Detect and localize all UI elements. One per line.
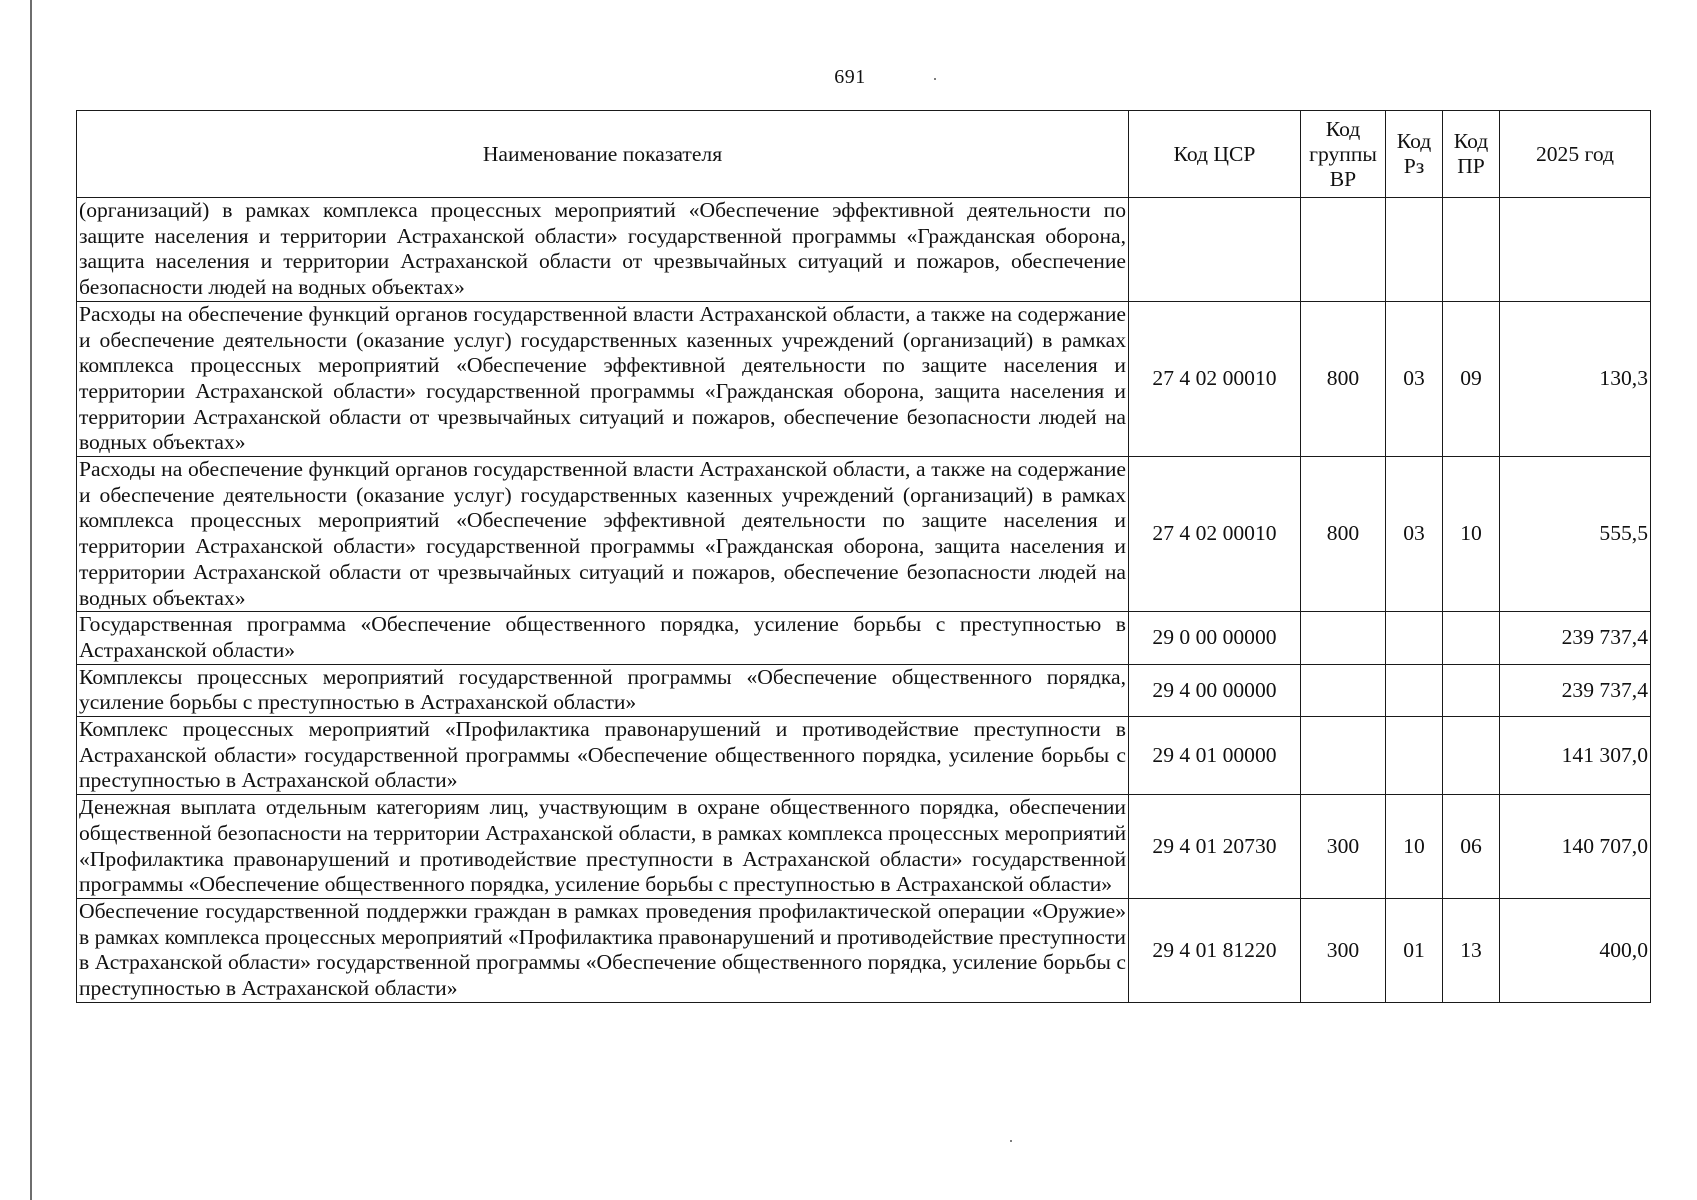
row-pr bbox=[1443, 664, 1500, 716]
row-pr: 06 bbox=[1443, 795, 1500, 899]
row-name: Расходы на обеспечение функций органов государственной власти Астраханской области, а также на содержание и обеспечение деятельности (оказание услуг) государственных казенных учреждений (организаций) в рамках комплекса процессных мероприятий «Обеспечение эффективной деятельности по защите населения и территории Астраханской области» государственной программы «Гражданская оборона, защита населения и территории Астраханской области от чрезвычайных ситуаций и пожаров, обеспечение безопасности людей на водных объектах» bbox=[77, 301, 1129, 456]
row-rz: 03 bbox=[1386, 457, 1443, 612]
row-amount: 140 707,0 bbox=[1500, 795, 1651, 899]
header-year: 2025 год bbox=[1500, 111, 1651, 198]
table-row bbox=[77, 664, 1651, 716]
table-row bbox=[77, 301, 1651, 456]
row-csr: 29 4 00 00000 bbox=[1129, 664, 1301, 716]
row-amount bbox=[1500, 198, 1651, 302]
row-rz bbox=[1386, 198, 1443, 302]
row-pr bbox=[1443, 717, 1500, 795]
row-vr: 800 bbox=[1301, 457, 1386, 612]
header-vr: Код группы ВР bbox=[1301, 111, 1386, 198]
row-amount: 130,3 bbox=[1500, 301, 1651, 456]
row-name: Обеспечение государственной поддержки граждан в рамках проведения профилактической операции «Оружие» в рамках комплекса процессных мероприятий «Профилактика правонарушений и противодействие преступности в Астраханской области» государственной программы «Обеспечение общественного порядка, усиление борьбы с преступностью в Астраханской области» bbox=[77, 898, 1129, 1002]
row-name: Комплекс процессных мероприятий «Профилактика правонарушений и противодействие преступности в Астраханской области» государственной программы «Обеспечение общественного порядка, усиление борьбы с преступностью в Астраханской области» bbox=[77, 717, 1129, 795]
row-name: (организаций) в рамках комплекса процессных мероприятий «Обеспечение эффективной деятельности по защите населения и территории Астраханской области» государственной программы «Гражданская оборона, защита населения и территории Астраханской области от чрезвычайных ситуаций и пожаров, обеспечение безопасности людей на водных объектах» bbox=[77, 198, 1129, 302]
row-rz: 01 bbox=[1386, 898, 1443, 1002]
row-csr: 27 4 02 00010 bbox=[1129, 301, 1301, 456]
row-pr bbox=[1443, 198, 1500, 302]
table-row bbox=[77, 795, 1651, 899]
row-amount: 555,5 bbox=[1500, 457, 1651, 612]
row-pr: 10 bbox=[1443, 457, 1500, 612]
page-number: 691 bbox=[834, 66, 866, 88]
table-row bbox=[77, 717, 1651, 795]
row-name: Комплексы процессных мероприятий государственной программы «Обеспечение общественного порядка, усиление борьбы с преступностью в Астраханской области» bbox=[77, 664, 1129, 716]
table-row bbox=[77, 198, 1651, 302]
row-csr: 29 4 01 81220 bbox=[1129, 898, 1301, 1002]
row-rz bbox=[1386, 664, 1443, 716]
header-csr: Код ЦСР bbox=[1129, 111, 1301, 198]
row-vr: 300 bbox=[1301, 795, 1386, 899]
row-name: Государственная программа «Обеспечение общественного порядка, усиление борьбы с преступностью в Астраханской области» bbox=[77, 612, 1129, 664]
table-row bbox=[77, 612, 1651, 664]
row-vr bbox=[1301, 612, 1386, 664]
row-vr bbox=[1301, 664, 1386, 716]
header-name: Наименование показателя bbox=[77, 111, 1129, 198]
row-name: Расходы на обеспечение функций органов государственной власти Астраханской области, а также на содержание и обеспечение деятельности (оказание услуг) государственных казенных учреждений (организаций) в рамках комплекса процессных мероприятий «Обеспечение эффективной деятельности по защите населения и территории Астраханской области» государственной программы «Гражданская оборона, защита населения и территории Астраханской области от чрезвычайных ситуаций и пожаров, обеспечение безопасности людей на водных объектах» bbox=[77, 457, 1129, 612]
row-rz: 10 bbox=[1386, 795, 1443, 899]
table-row bbox=[77, 457, 1651, 612]
scan-edge-line bbox=[30, 0, 32, 1200]
row-amount: 239 737,4 bbox=[1500, 612, 1651, 664]
row-rz bbox=[1386, 717, 1443, 795]
row-vr: 800 bbox=[1301, 301, 1386, 456]
row-rz: 03 bbox=[1386, 301, 1443, 456]
row-csr: 27 4 02 00010 bbox=[1129, 457, 1301, 612]
header-pr: Код ПР bbox=[1443, 111, 1500, 198]
row-pr: 13 bbox=[1443, 898, 1500, 1002]
row-amount: 400,0 bbox=[1500, 898, 1651, 1002]
row-vr: 300 bbox=[1301, 898, 1386, 1002]
row-csr: 29 0 00 00000 bbox=[1129, 612, 1301, 664]
row-rz bbox=[1386, 612, 1443, 664]
row-amount: 141 307,0 bbox=[1500, 717, 1651, 795]
row-csr: 29 4 01 20730 bbox=[1129, 795, 1301, 899]
row-amount: 239 737,4 bbox=[1500, 664, 1651, 716]
header-rz: Код Рз bbox=[1386, 111, 1443, 198]
row-vr bbox=[1301, 198, 1386, 302]
budget-table bbox=[76, 110, 1651, 1003]
table-header-row bbox=[77, 111, 1651, 198]
row-csr bbox=[1129, 198, 1301, 302]
row-pr: 09 bbox=[1443, 301, 1500, 456]
row-pr bbox=[1443, 612, 1500, 664]
row-vr bbox=[1301, 717, 1386, 795]
row-name: Денежная выплата отдельным категориям лиц, участвующим в охране общественного порядка, обеспечении общественной безопасности на территории Астраханской области, в рамках комплекса процессных мероприятий «Профилактика правонарушений и противодействие преступности в Астраханской области» государственной программы «Обеспечение общественного порядка, усиление борьбы с преступностью в Астраханской области» bbox=[77, 795, 1129, 899]
table-row bbox=[77, 898, 1651, 1002]
row-csr: 29 4 01 00000 bbox=[1129, 717, 1301, 795]
scan-speck bbox=[1010, 1140, 1012, 1142]
